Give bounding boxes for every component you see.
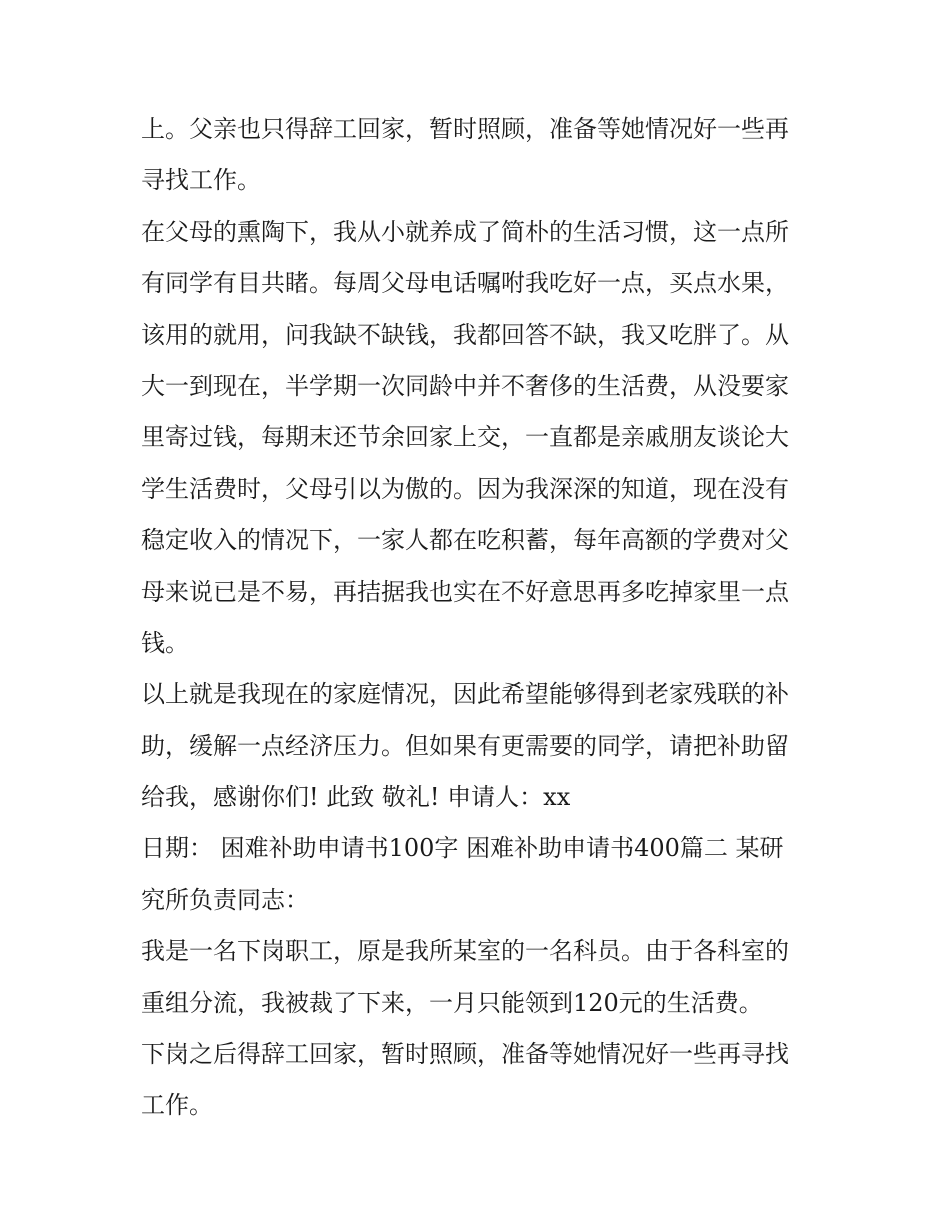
- text-line: 助，缓解一点经济压力。但如果有更需要的同学，请把补助留: [141, 731, 789, 760]
- text-line: 究所负责同志：: [141, 885, 309, 914]
- document-body: [141, 104, 816, 1132]
- text-line: 上。父亲也只得辞工回家，暂时照顾，准备等她情况好一些再: [141, 115, 789, 143]
- text-line: 钱。: [141, 628, 189, 657]
- text-line: 母来说已是不易，再拮据我也实在不好意思再多吃掉家里一点: [141, 577, 789, 606]
- text-line: 里寄过钱，每期末还节余回家上交，一直都是亲戚朋友谈论大: [141, 423, 789, 452]
- text-line: 该用的就用，问我缺不缺钱，我都回答不缺，我又吃胖了。从: [141, 320, 789, 349]
- text-line: 重组分流，我被裁了下来，一月只能领到120元的生活费。: [141, 988, 763, 1017]
- text-line: 稳定收入的情况下，一家人都在吃积蓄，每年高额的学费对父: [141, 526, 789, 555]
- text-line: 在父母的熏陶下，我从小就养成了简朴的生活习惯，这一点所: [141, 217, 789, 246]
- text-line: 寻找工作。: [141, 166, 261, 195]
- text-line: 以上就是我现在的家庭情况，因此希望能够得到老家残联的补: [141, 680, 789, 709]
- text-line: 工作。: [141, 1091, 213, 1120]
- text-line: 下岗之后得辞工回家，暂时照顾，准备等她情况好一些再寻找: [141, 1040, 789, 1069]
- text-line: 有同学有目共睹。每周父母电话嘱咐我吃好一点，买点水果，: [141, 269, 789, 298]
- text-line: 大一到现在，半学期一次同龄中并不奢侈的生活费，从没要家: [141, 371, 789, 400]
- text-line: 日期： 困难补助申请书100字 困难补助申请书400篇二 某研: [141, 834, 784, 863]
- text-line: 我是一名下岗职工，原是我所某室的一名科员。由于各科室的: [141, 937, 789, 966]
- text-line: 学生活费时，父母引以为傲的。因为我深深的知道，现在没有: [141, 474, 789, 503]
- text-line: 给我，感谢你们! 此致 敬礼! 申请人：xx: [141, 783, 571, 812]
